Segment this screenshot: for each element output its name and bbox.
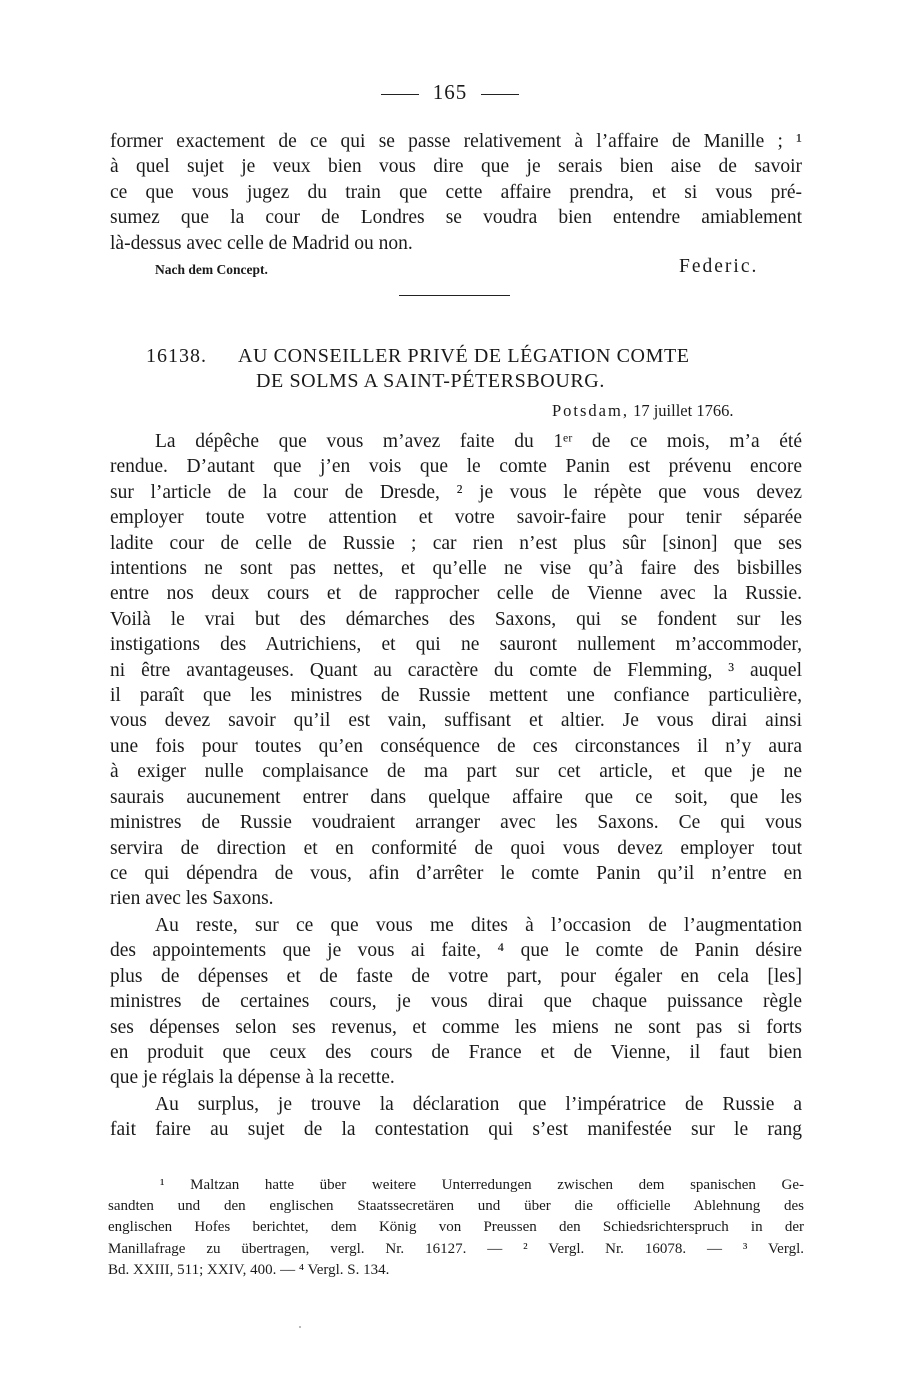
letter-title-line-1: AU CONSEILLER PRIVÉ DE LÉGATION COMTE xyxy=(238,345,690,367)
letter-paragraph-2 xyxy=(110,913,802,1091)
text-line: Au reste, sur ce que vous me dites à l’occasion de l’augmentation xyxy=(155,915,802,936)
text-line: rien avec les Saxons. xyxy=(110,888,274,910)
text-line: entre nos deux cours et de rapprocher celle de Vienne avec la Russie. xyxy=(110,583,802,605)
text-line: ce que vous jugez du train que cette affaire prendra, et si vous pré- xyxy=(110,181,802,203)
dateline-place: Potsdam, xyxy=(552,401,629,420)
text-line: en produit que ceux des cours de France et de Vienne, il faut bien xyxy=(110,1042,802,1064)
text-line: saurais aucunement entrer dans quelque affaire que ce soit, que les xyxy=(110,786,802,808)
text-line: à quel sujet je veux bien vous dire que je serais bien aise de savoir xyxy=(110,156,802,178)
signature: Federic. xyxy=(679,256,759,277)
text-line: des appointements que je vous ai faite, ⁴ que le comte de Panin désire xyxy=(110,940,802,962)
text-line: ministres de Russie voudraient arranger avec les Saxons. Ce qui vous xyxy=(110,812,802,834)
print-speck xyxy=(299,1326,301,1328)
text-line: La dépêche que vous m’avez faite du 1ᵉʳ de ce mois, m’a été xyxy=(155,431,802,452)
text-line: ni être avantageuses. Quant au caractère du comte de Flemming, ³ auquel xyxy=(110,659,802,681)
footnote-line: englischen Hofes berichtet, dem König von Preussen den Schiedsrichterspruch in der xyxy=(108,1219,804,1236)
text-line: former exactement de ce qui se passe relativement à l’affaire de Manille ; ¹ xyxy=(110,131,802,152)
footnote-line: Bd. XXIII, 511; XXIV, 400. — ⁴ Vergl. S. 134. xyxy=(108,1261,390,1278)
text-line: une fois pour toutes qu’en conséquence de ces circonstances il n’y aura xyxy=(110,735,802,757)
letter-paragraph-1 xyxy=(110,429,802,912)
text-line: instigations des Autrichiens, et qui ne sauront nullement m’accommoder, xyxy=(110,634,802,656)
footnotes xyxy=(108,1175,804,1281)
footnote-line: sandten und den englischen Staatssecretären und über die officielle Ablehnung des xyxy=(108,1198,804,1215)
text-line: Voilà le vrai but des démarches des Saxons, qui se fondent sur les xyxy=(110,608,802,630)
text-line: ladite cour de celle de Russie ; car rien n’est plus sûr [sinon] que ses xyxy=(110,532,802,554)
letter-number: 16138. xyxy=(146,345,207,367)
text-line: plus de dépenses et de faste de votre part, pour égaler en cela [les] xyxy=(110,965,802,987)
continuation-paragraph xyxy=(110,129,802,256)
text-line: sur l’article de la cour de Dresde, ² je vous le répète que vous devez xyxy=(110,481,802,503)
text-line: rendue. D’autant que j’en vois que le comte Panin est prévenu encore xyxy=(110,456,802,478)
header-dash-left xyxy=(381,94,419,95)
text-line: fait faire au sujet de la contestation qui s’est manifestée sur le rang xyxy=(110,1119,802,1141)
letter-paragraph-3 xyxy=(110,1092,802,1143)
letter-title-line-2: DE SOLMS A SAINT-PÉTERSBOURG. xyxy=(256,370,605,392)
footnote-line: Manillafrage zu übertragen, vergl. Nr. 16127. — ² Vergl. Nr. 16078. — ³ Vergl. xyxy=(108,1240,804,1257)
text-line: que je réglais la dépense à la recette. xyxy=(110,1067,395,1089)
footnote-line: ¹ Maltzan hatte über weitere Unterredungen zwischen dem spanischen Ge- xyxy=(160,1177,804,1193)
text-line: ministres de certaines cours, je vous dirai que chaque puissance règle xyxy=(110,991,802,1013)
text-line: intentions ne sont pas nettes, et qu’elle ne vise qu’à faire des bisbilles xyxy=(110,558,802,580)
text-line: employer toute votre attention et votre savoir-faire pour tenir séparée xyxy=(110,507,802,529)
text-line: ses dépenses selon ses revenus, et comme les miens ne sont pas si forts xyxy=(110,1016,802,1038)
page-number: 165 xyxy=(432,80,468,104)
source-note: Nach dem Concept. xyxy=(155,262,268,277)
text-line: Au surplus, je trouve la déclaration que l’impératrice de Russie a xyxy=(155,1094,802,1115)
text-line: il paraît que les ministres de Russie mettent une confiance particulière, xyxy=(110,685,802,707)
section-divider xyxy=(399,295,510,296)
text-line: vous devez savoir qu’il est vain, suffisant et altier. Je vous dirai ainsi xyxy=(110,710,802,732)
dateline-date: 17 juillet 1766. xyxy=(633,401,734,420)
text-line: sumez que la cour de Londres se voudra bien entendre amiablement xyxy=(110,207,802,229)
text-line: ce qui dépendra de vous, afin d’arrêter le comte Panin qu’il n’entre en xyxy=(110,862,802,884)
dateline xyxy=(552,401,733,421)
text-line: à exiger nulle complaisance de ma part sur cet article, et que je ne xyxy=(110,761,802,783)
page-header xyxy=(0,80,900,105)
header-dash-right xyxy=(481,94,519,95)
text-line: là-dessus avec celle de Madrid ou non. xyxy=(110,232,413,254)
text-line: servira de direction et en conformité de quoi vous devez employer tout xyxy=(110,837,802,859)
